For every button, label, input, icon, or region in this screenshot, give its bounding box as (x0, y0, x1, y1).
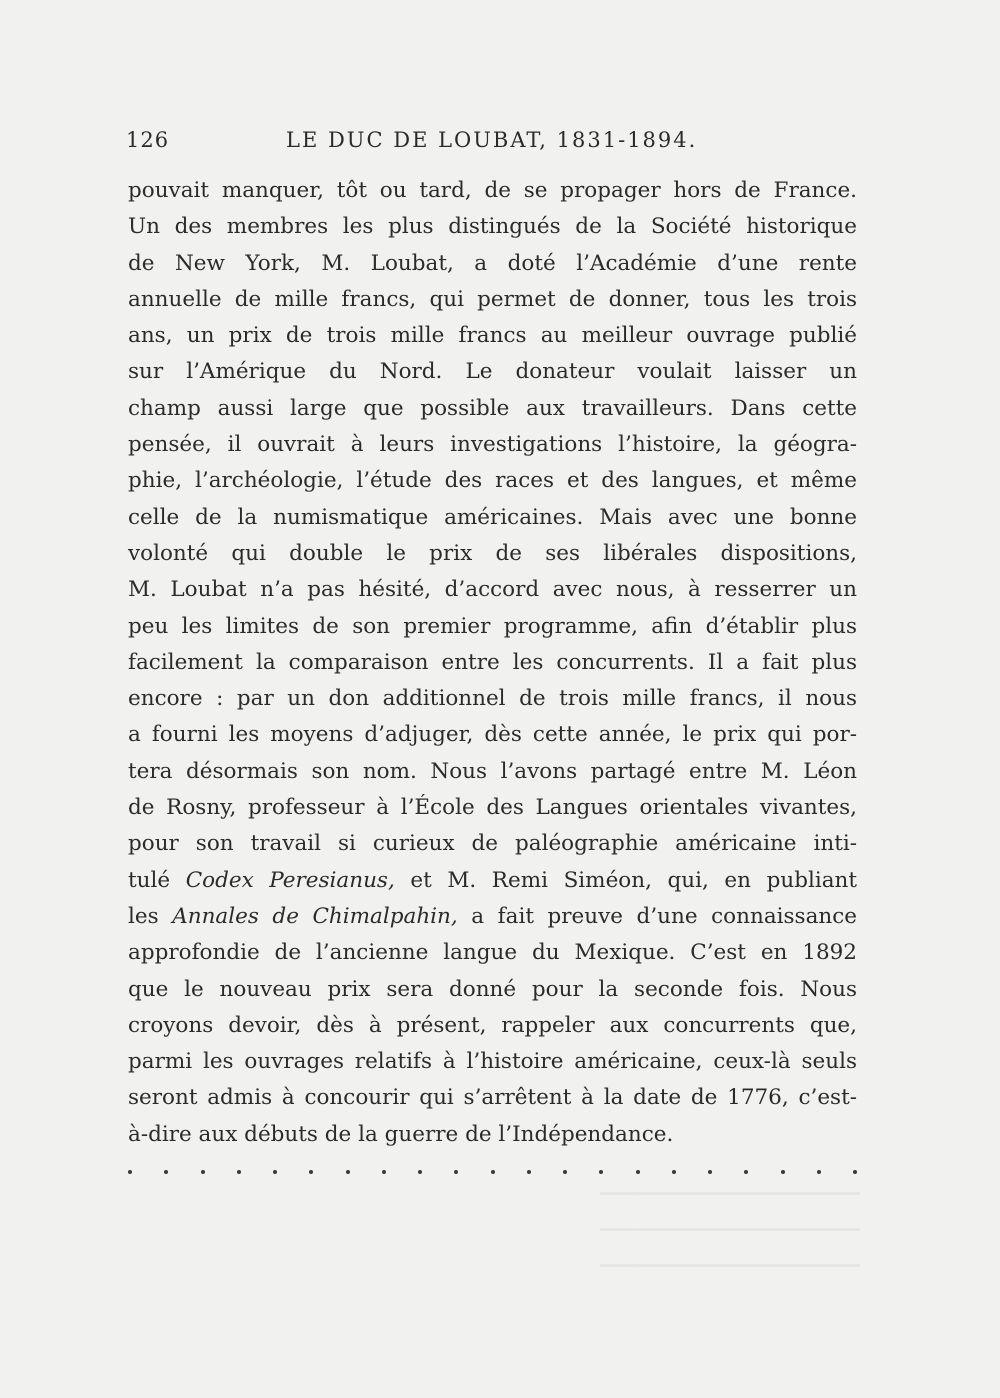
ellipsis-dots-row (128, 1160, 857, 1184)
ellipsis-dot (346, 1170, 350, 1174)
ellipsis-dot (418, 1170, 422, 1174)
running-title: LE DUC DE LOUBAT, 1831-1894. (286, 128, 698, 152)
text-line: approfondie de l’ancienne langue du Mexique. C’est en 1892 (128, 940, 857, 966)
ellipsis-dot (853, 1170, 857, 1174)
text-line: ans, un prix de trois mille francs au meilleur ouvrage publié (128, 323, 857, 349)
ellipsis-dot (128, 1170, 132, 1174)
text-line: M. Loubat n’a pas hésité, d’accord avec nous, à resserrer un (128, 577, 857, 603)
text-segment: et M. Remi Siméon, qui, en publiant (394, 867, 858, 893)
text-line: que le nouveau prix sera donné pour la seconde fois. Nous (128, 976, 857, 1002)
ellipsis-dot (454, 1170, 458, 1174)
ellipsis-dot (237, 1170, 241, 1174)
ellipsis-dot (382, 1170, 386, 1174)
text-line: de New York, M. Loubat, a doté l’Académie d’une rente (128, 250, 857, 276)
italic-book-title: Codex Peresianus, (185, 867, 395, 893)
ellipsis-dot (708, 1170, 712, 1174)
text-line: pouvait manquer, tôt ou tard, de se propager hors de France. (128, 178, 857, 203)
text-line: tera désormais son nom. Nous l’avons partagé entre M. Léon (128, 758, 857, 784)
text-line: annuelle de mille francs, qui permet de donner, tous les trois (128, 286, 857, 312)
text-line: celle de la numismatique américaines. Mais avec une bonne (128, 504, 857, 530)
text-line: volonté qui double le prix de ses libérales dispositions, (128, 540, 857, 566)
ellipsis-dot (563, 1170, 567, 1174)
ellipsis-dot (164, 1170, 168, 1174)
text-line-with-italic-title (128, 863, 857, 899)
text-line: croyons devoir, dès à présent, rappeler aux concurrents que, (128, 1012, 857, 1038)
body-text (128, 173, 857, 1153)
ellipsis-dot (309, 1170, 313, 1174)
text-line: parmi les ouvrages relatifs à l’histoire américaine, ceux-là seuls (128, 1049, 857, 1075)
text-line: a fourni les moyens d’adjuger, dès cette année, le prix qui por- (128, 722, 857, 748)
ellipsis-dot (636, 1170, 640, 1174)
text-line: à-dire aux débuts de la guerre de l’Indépendance. (128, 1121, 674, 1147)
bleed-through-shadow (600, 1192, 860, 1282)
ellipsis-dot (817, 1170, 821, 1174)
text-line: pensée, il ouvrait à leurs investigations l’histoire, la géogra- (128, 432, 857, 458)
ellipsis-dot (781, 1170, 785, 1174)
text-segment: les (128, 903, 173, 929)
page-number: 126 (126, 128, 170, 152)
text-line: Un des membres les plus distingués de la Société historique (128, 214, 857, 240)
ellipsis-dot (744, 1170, 748, 1174)
ellipsis-dot (273, 1170, 277, 1174)
ellipsis-dot (672, 1170, 676, 1174)
text-line: seront admis à concourir qui s’arrêtent à la date de 1776, c’est- (128, 1085, 857, 1111)
text-line: sur l’Amérique du Nord. Le donateur voulait laisser un (128, 359, 857, 385)
italic-book-title: Annales de Chimalpahin, (172, 903, 458, 929)
text-line: peu les limites de son premier programme, afin d’établir plus (128, 613, 857, 639)
text-line: phie, l’archéologie, l’étude des races et des langues, et même (128, 468, 857, 494)
text-line: encore : par un don additionnel de trois mille francs, il nous (128, 686, 857, 712)
text-segment: a fait preuve d’une connaissance (457, 903, 858, 929)
ellipsis-dot (201, 1170, 205, 1174)
text-segment: tulé (128, 867, 186, 893)
ellipsis-dot (527, 1170, 531, 1174)
ellipsis-dot (599, 1170, 603, 1174)
text-line: champ aussi large que possible aux travailleurs. Dans cette (128, 395, 857, 421)
running-head (126, 128, 874, 158)
text-line: facilement la comparaison entre les concurrents. Il a fait plus (128, 649, 857, 675)
text-line: pour son travail si curieux de paléographie américaine inti- (128, 831, 857, 857)
text-line: de Rosny, professeur à l’École des Langues orientales vivantes, (128, 795, 857, 821)
ellipsis-dot (491, 1170, 495, 1174)
text-line-with-italic-title (128, 899, 857, 935)
